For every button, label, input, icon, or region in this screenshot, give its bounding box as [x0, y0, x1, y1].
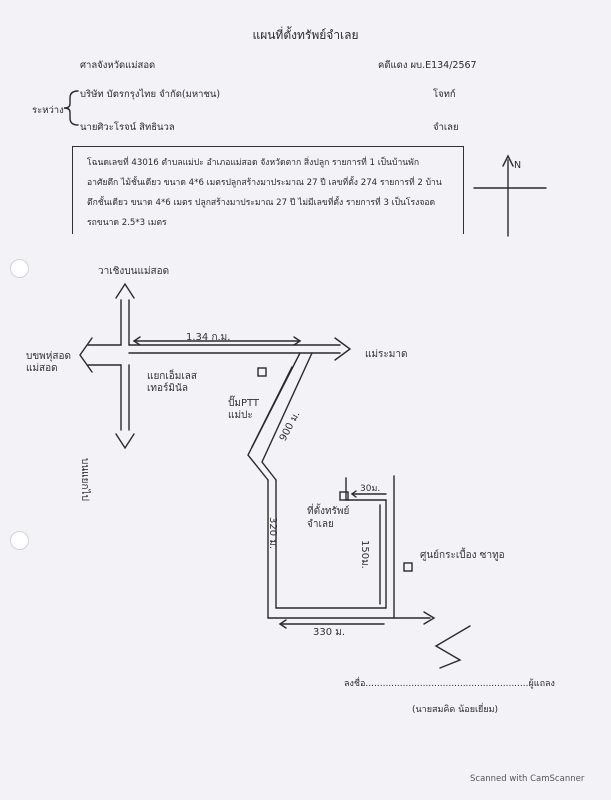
defendant-role: จำเลย: [433, 122, 459, 133]
plaintiff-name: บริษัท บัตรกรุงไทย จำกัด(มหาชน): [80, 89, 221, 100]
label-diagonal-distance: 900 ม.: [277, 409, 303, 444]
document-title: แผนที่ตั้งทรัพย์จำเลย: [252, 28, 359, 42]
scanner-watermark: Scanned with CamScanner: [470, 774, 585, 784]
label-south-road: บนแยกไป: [79, 458, 90, 501]
description-line-1: โฉนดเลขที่ 43016 ตำบลแม่ปะ อำเภอแม่สอด จังหวัดตาก สิ่งปลูก รายการที่ 1 เป็นบ้านพัก: [87, 158, 420, 168]
label-north-road: วาเชิงบนแม่สอด: [98, 266, 170, 277]
defendant-name: นายศิวะโรจน์ สิทธินวล: [80, 122, 175, 133]
label-target-property: ที่ตั้งทรัพย์ จำเลย: [307, 506, 350, 530]
label-bottom-distance: 330 ม.: [313, 627, 346, 638]
description-line-2: อาศัยตึก ไม้ชั้นเดียว ขนาด 4*6 เมตรปลูกสร้างมาประมาณ 27 ปี เลขที่ตั้ง 274 รายการที่ 2 บ้าน: [87, 178, 442, 188]
label-30m: 30ม.: [360, 484, 381, 494]
label-distance-main: 1.34 ก.ม.: [186, 332, 231, 343]
label-left-vertical: 320 ม.: [267, 517, 278, 550]
signatory-name: (นายสมคิด น้อยเยี่ยม): [412, 705, 499, 715]
label-west: บขพหุ่สอด แม่สอด: [26, 351, 71, 374]
label-shop: ศูนย์กระเบื้อง ซาทูอ: [420, 550, 505, 561]
case-number: คดีแดง ผบ.E134/2567: [378, 60, 477, 71]
label-150m: 150ม.: [359, 540, 370, 569]
label-junction: แยกเอ็มเลส เทอร์มินัล: [147, 371, 198, 394]
party-bracket: [64, 91, 78, 125]
description-line-3: ตึกชั้นเดียว ขนาด 4*6 เมตร ปลูกสร้างมาประมาณ 27 ปี ไม่มีเลขที่ตั้ง รายการที่ 3 เป็นโรงจอด: [87, 198, 436, 208]
signature-line: ลงชื่อ.........................................................ผู้แถลง: [344, 679, 555, 689]
label-ptt: ปั๊มPTT แม่ปะ: [228, 398, 260, 421]
label-east: แม่ระมาด: [365, 349, 408, 360]
description-line-4: รถขนาด 2.5*3 เมตร: [87, 218, 167, 228]
plaintiff-role: โจทก์: [433, 89, 456, 100]
court-name: ศาลจังหวัดแม่สอด: [80, 60, 156, 71]
compass-north-label: N: [514, 160, 522, 171]
between-label: ระหว่าง: [32, 105, 64, 116]
